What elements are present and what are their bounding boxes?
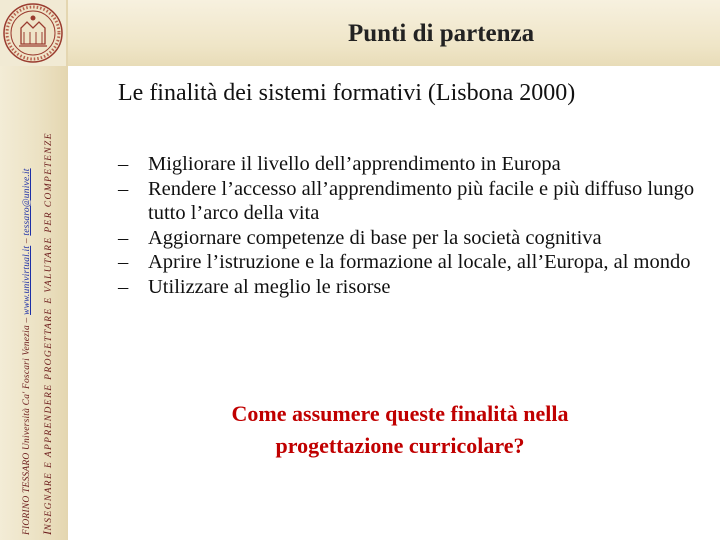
slide-title: Punti di partenza — [348, 20, 535, 47]
question-text: Come assumere queste finalità nella progettazione curricolare? — [231, 401, 569, 458]
title-band — [68, 0, 720, 66]
list-item-text: Aprire l’istruzione e la formazione al locale, all’Europa, al mondo — [148, 251, 691, 273]
course-title-rest: NSEGNARE E APPRENDERE PROGETTARE E VALUTARE PER COMPETENZE — [44, 132, 54, 531]
dash-marker: – — [118, 226, 129, 249]
list-item — [118, 250, 718, 275]
list-item — [118, 177, 718, 226]
list-item-text: Aggiornare competenze di base per la società cognitiva — [148, 226, 602, 249]
list-item — [118, 275, 718, 300]
university-seal-icon — [0, 0, 66, 66]
dash-marker: – — [118, 275, 129, 298]
list-item-text: Migliorare il livello dell’apprendimento in Europa — [148, 153, 561, 175]
link-separator: – — [22, 235, 32, 246]
sidebar-vertical-text — [0, 75, 68, 535]
bullet-list — [118, 152, 718, 299]
dash-marker: – — [118, 251, 129, 273]
list-item-text: Utilizzare al meglio le risorse — [148, 275, 391, 298]
slide-subtitle: Le finalità dei sistemi formativi (Lisbona 2000) — [118, 80, 576, 106]
sidebar-author-line — [22, 75, 32, 535]
dash-marker: – — [118, 153, 129, 175]
website-link[interactable]: www.univirtual.it — [22, 245, 32, 315]
dash-marker: – — [118, 177, 129, 200]
list-item — [118, 152, 718, 177]
list-item — [118, 226, 718, 251]
email-link[interactable]: tessaro@unive.it — [22, 168, 32, 236]
course-title — [40, 75, 55, 535]
sidebar — [0, 0, 68, 540]
course-title-initial: I — [40, 530, 54, 535]
author-affiliation: FIORINO TESSARO Università Ca' Foscari Venezia – — [22, 317, 32, 535]
list-item-text: Rendere l’accesso all’apprendimento più facile e più diffuso lungo tutto l’arco della vita — [148, 177, 695, 224]
